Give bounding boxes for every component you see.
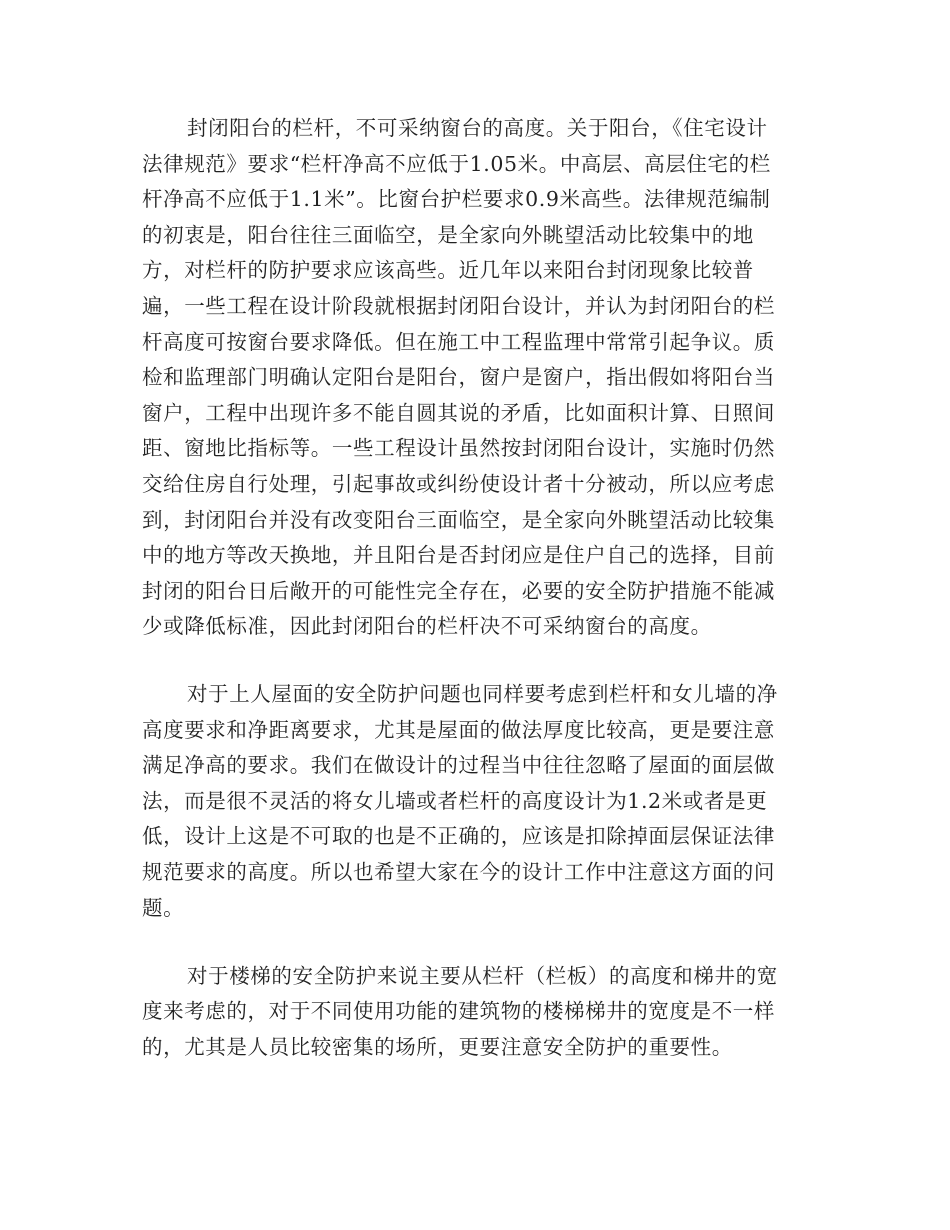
text-line: 封闭的阳台日后敞开的可能性完全存在，必要的安全防护措施不能减 <box>142 579 775 603</box>
text-line: 满足净高的要求。我们在做设计的过程当中往往忽略了屋面的面层做 <box>142 753 775 777</box>
text-line: 到，封闭阳台并没有改变阳台三面临空，是全家向外眺望活动比较集 <box>142 508 775 532</box>
text-line: 法律规范》要求“栏杆净高不应低于1.05米。中高层、高层住宅的栏 <box>142 152 771 176</box>
text-line: 杆净高不应低于1.1米”。比窗台护栏要求0.9米高些。法律规范编制 <box>142 187 771 211</box>
text-line: 对于上人屋面的安全防护问题也同样要考虑到栏杆和女儿墙的净 <box>187 682 778 706</box>
text-line: 的初衷是，阳台往往三面临空，是全家向外眺望活动比较集中的地 <box>142 223 754 247</box>
text-line: 低，设计上这是不可取的也是不正确的，应该是扣除掉面层保证法律 <box>142 824 775 848</box>
text-line: 距、窗地比指标等。一些工程设计虽然按封闭阳台设计，实施时仍然 <box>142 436 775 460</box>
text-line: 题。 <box>142 896 185 920</box>
text-line: 窗户，工程中出现许多不能自圆其说的矛盾，比如面积计算、日照间 <box>142 401 775 425</box>
text-line: 少或降低标准，因此封闭阳台的栏杆决不可采纳窗台的高度。 <box>142 614 712 638</box>
text-line: 度来考虑的，对于不同使用功能的建筑物的楼梯梯井的宽度是不一样 <box>142 999 775 1023</box>
text-line: 交给住房自行处理，引起事故或纠纷使设计者十分被动，所以应考虑 <box>142 472 775 496</box>
text-line: 检和监理部门明确认定阳台是阳台，窗户是窗户，指出假如将阳台当 <box>142 365 775 389</box>
text-line: 杆高度可按窗台要求降低。但在施工中工程监理中常常引起争议。质 <box>142 330 775 354</box>
text-line: 遍，一些工程在设计阶段就根据封闭阳台设计，并认为封闭阳台的栏 <box>142 294 775 318</box>
text-line: 规范要求的高度。所以也希望大家在今的设计工作中注意这方面的问 <box>142 860 775 884</box>
text-line: 法，而是很不灵活的将女儿墙或者栏杆的高度设计为1.2米或者是更 <box>142 789 768 813</box>
text-line: 对于楼梯的安全防护来说主要从栏杆（栏板）的高度和梯井的宽 <box>187 964 778 988</box>
text-line: 中的地方等改天换地，并且阳台是否封闭应是住户自己的选择，目前 <box>142 543 775 567</box>
text-line: 的，尤其是人员比较密集的场所，更要注意安全防护的重要性。 <box>142 1035 733 1059</box>
text-line: 方，对栏杆的防护要求应该高些。近几年以来阳台封闭现象比较普 <box>142 258 754 282</box>
text-line: 封闭阳台的栏杆，不可采纳窗台的高度。关于阳台，《住宅设计 <box>187 116 768 140</box>
text-line: 高度要求和净距离要求，尤其是屋面的做法厚度比较高，更是要注意 <box>142 718 775 742</box>
